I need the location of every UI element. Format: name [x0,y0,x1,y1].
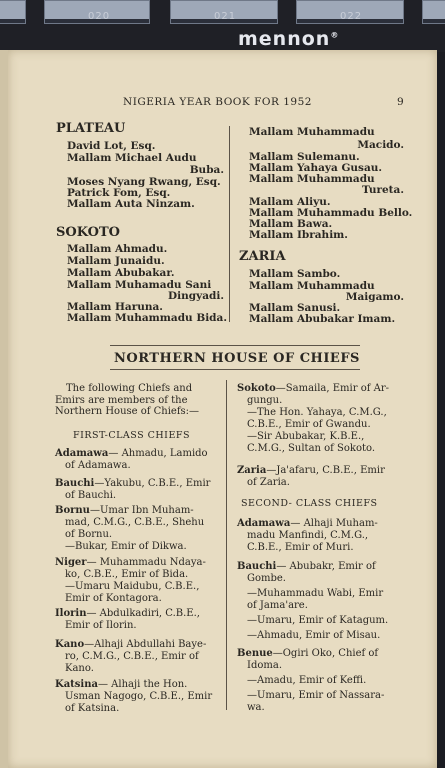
sokoto-line: Mallam Muhamadu Sani [67,279,212,291]
sokoto-line: Mallam Ahmadu. [67,243,168,255]
frame-label-021: 021 [214,11,237,22]
entry-kano: Kano—Alhaji Abdullahi Baye- ro, C.M.G., C.B.E., Emir of Kano. [55,639,207,674]
title-rule-bottom [110,369,360,370]
zaria-line: Mallam Sanusi. [249,302,341,314]
entry-name: Bornu [55,505,90,516]
film-strip-bar [0,0,445,52]
section-title-sokoto: SOKOTO [56,225,120,240]
frame-label-020: 020 [88,11,111,22]
title-rule-top [110,345,360,346]
entry-name: Bauchi [55,478,95,489]
entry-benue: Benue—Ogiri Oko, Chief of Idoma. —Amadu, Emir of Keffi. —Umaru, Emir of Nassara- wa. [237,648,385,713]
frame-label-022: 022 [340,11,363,22]
intro-line: Emirs are members of the [55,395,188,406]
zaria-line: Mallam Abubakar Imam. [249,313,396,325]
right-top-line: Mallam Aliyu. [249,196,331,208]
entry-zaria: Zaria—Ja'afaru, C.B.E., Emir of Zaria. [237,465,385,488]
entry-name: Zaria [237,465,267,476]
entry-name: Niger [55,557,87,568]
first-class-heading: FIRST-CLASS CHIEFS [73,430,190,441]
right-top-line: Mallam Muhammadu Bello. [249,207,413,219]
zaria-line: Mallam Sambo. [249,268,341,280]
page-left-edge [0,50,8,768]
page-number: 9 [397,96,404,108]
entry-adamawa: Adamawa— Ahmadu, Lamido of Adamawa. [55,448,208,471]
entry-name: Katsina [55,679,98,690]
right-top-line: Mallam Muhammadu [249,173,375,185]
column-divider-top [229,126,230,322]
entry-sokoto: Sokoto—Samaila, Emir of Ar- gungu. —The Hon. Yahaya, C.M.G., C.B.E., Emir of Gwandu. —Sir Abubakar, K.B.E., C.M.G., Sultan of Sokoto. [237,383,389,454]
sokoto-line: Mallam Abubakar. [67,267,175,279]
right-top-line: Mallam Bawa. [249,218,333,230]
plateau-line: Patrick Fom, Esq. [67,187,171,199]
second-class-heading: SECOND- CLASS CHIEFS [241,498,378,509]
right-top-line: Mallam Ibrahim. [249,229,348,241]
intro-line: Northern House of Chiefs:— [55,406,200,417]
sokoto-line: Mallam Junaidu. [67,255,165,267]
right-top-line: Mallam Sulemanu. [249,151,360,163]
sokoto-line: Dingyadi. [168,290,224,302]
entry-name: Adamawa [237,518,291,529]
right-top-line: Tureta. [361,184,404,196]
entry-niger: Niger— Muhammadu Ndaya- ko, C.B.E., Emir of Bida. —Umaru Maidubu, C.B.E., Emir of Kontagora. [55,557,206,604]
plateau-line: Buba. [189,164,224,176]
right-top-line: Macido. [357,139,404,151]
sokoto-line: Mallam Haruna. [67,301,163,313]
brand-logo: mennon® [238,28,340,50]
right-top-line: Mallam Yahaya Gusau. [249,162,383,174]
page-header: NIGERIA YEAR BOOK FOR 1952 [123,96,312,108]
section-title-plateau: PLATEAU [56,121,126,136]
zaria-line: Maigamo. [345,291,404,303]
entry-name: Ilorin [55,608,87,619]
film-frame-prev[interactable] [0,0,26,24]
entry-name: Kano [55,639,85,650]
house-title: NORTHERN HOUSE OF CHIEFS [114,351,360,366]
entry-name: Adamawa [55,448,109,459]
plateau-line: Moses Nyang Rwang, Esq. [67,176,221,188]
entry-bauchi: Bauchi—Yakubu, C.B.E., Emir of Bauchi. [55,478,211,501]
section-title-zaria: ZARIA [239,249,286,264]
right-top-line: Mallam Muhammadu [249,126,375,138]
plateau-line: Mallam Michael Audu [67,152,197,164]
intro-line: The following Chiefs and [66,383,193,394]
entry-katsina: Katsina— Alhaji the Hon. Usman Nagogo, C.B.E., Emir of Katsina. [55,679,213,714]
film-frame-next[interactable] [422,0,445,24]
column-divider-bottom [226,380,227,710]
entry-name: Bauchi [237,561,277,572]
plateau-line: Mallam Auta Ninzam. [67,198,195,210]
entry-ilorin: Ilorin— Abdulkadiri, C.B.E., Emir of Ilorin. [55,608,200,631]
zaria-line: Mallam Muhammadu [249,280,375,292]
plateau-line: David Lot, Esq. [67,140,156,152]
entry-bornu: Bornu—Umar Ibn Muham- mad, C.M.G., C.B.E., Shehu of Bornu. —Bukar, Emir of Dikwa. [55,505,205,552]
entry-adamawa-second: Adamawa— Alhaji Muham- madu Manfindi, C.M.G., C.B.E., Emir of Muri. [237,518,378,553]
entry-bauchi-second: Bauchi— Abubakr, Emir of Gombe. —Muhammadu Wabi, Emir of Jama'are. —Umaru, Emir of Katagum. —Ahmadu, Emir of Misau. [237,561,389,641]
sokoto-line: Mallam Muhammadu Bida. [67,312,227,324]
entry-name: Benue [237,648,273,659]
entry-name: Sokoto [237,383,276,394]
